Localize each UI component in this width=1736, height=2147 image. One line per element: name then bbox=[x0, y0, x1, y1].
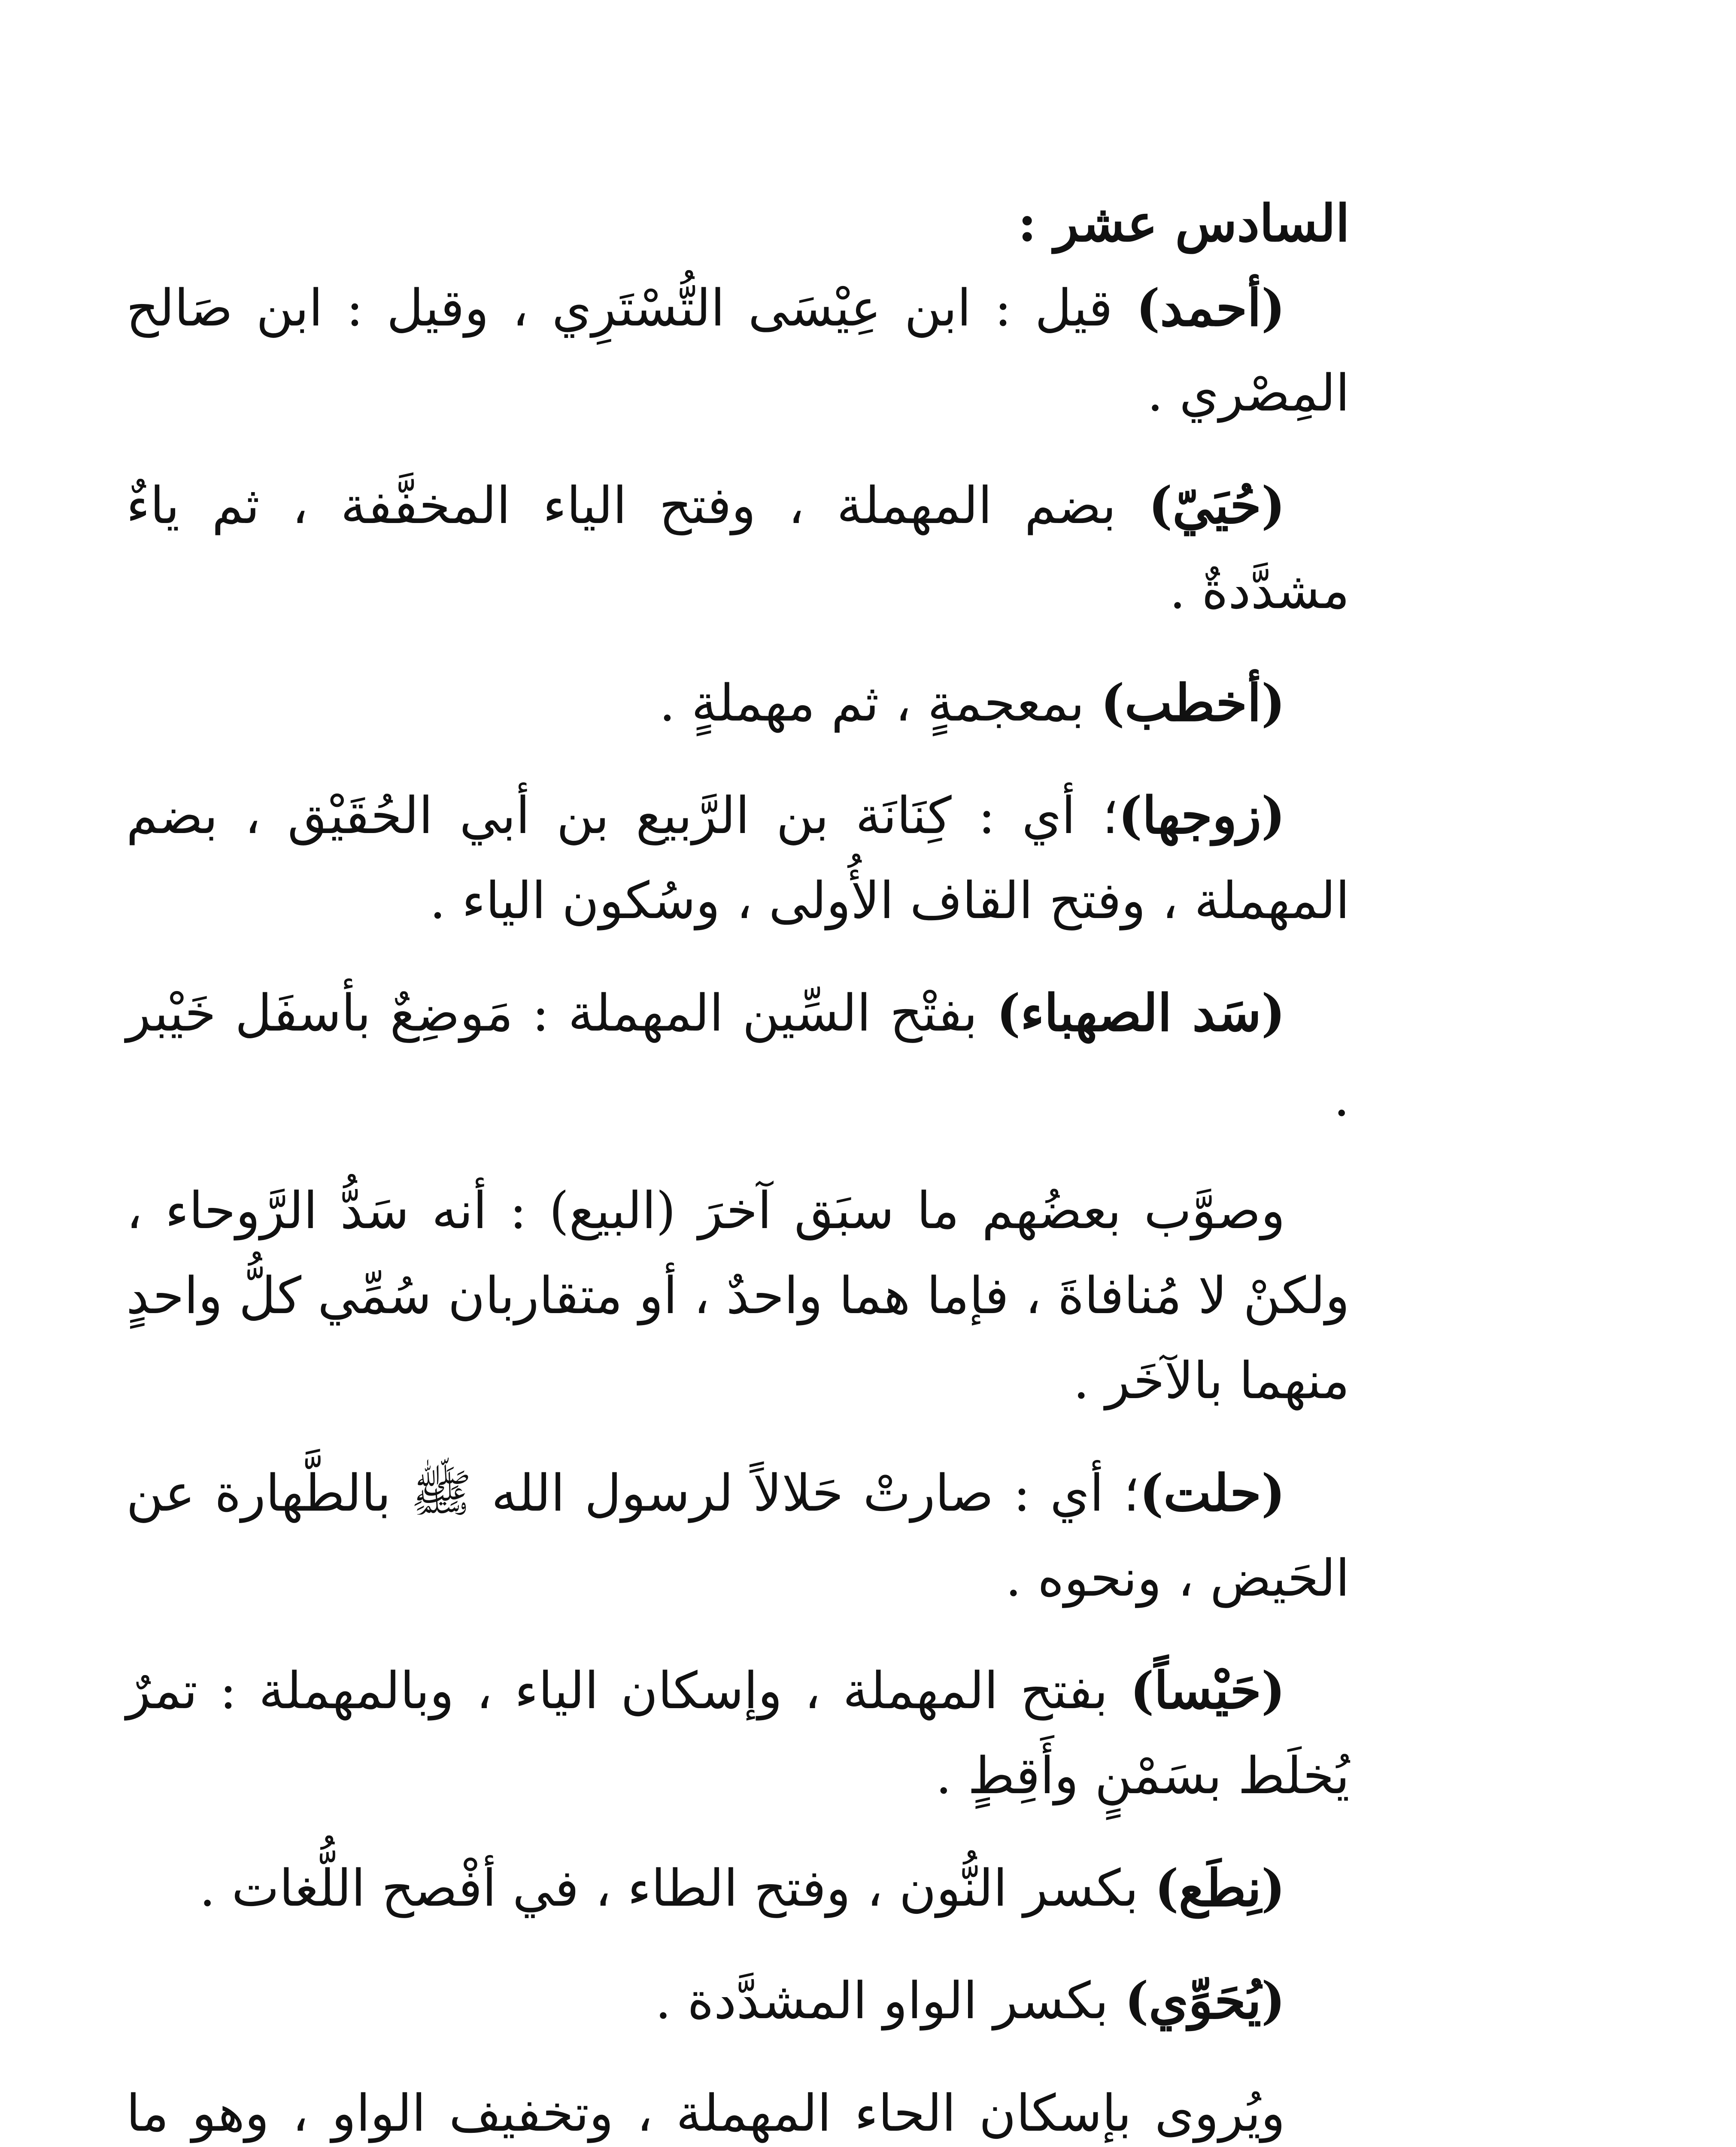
entry-text: بكسر الواو المشدَّدة . bbox=[655, 1971, 1125, 2030]
entry-huyay bbox=[126, 463, 1350, 633]
entry-text: قيل : ابن عِيْسَى التُّسْتَرِي ، وقيل : ابن صَالح المِصْري . bbox=[126, 278, 1350, 423]
entry-term: (يُحَوِّي) bbox=[1125, 1971, 1285, 2030]
entry-term: (حلت) bbox=[1139, 1463, 1285, 1523]
entry-commentary-rawha bbox=[126, 1168, 1350, 1423]
entry-text: بفتْح السِّين المهملة : مَوضِعٌ بأسفَل خَيْبر . bbox=[126, 983, 1350, 1128]
entry-term: (حُيَيّ) bbox=[1148, 475, 1285, 535]
entry-nita bbox=[126, 1846, 1350, 1931]
entry-hallat bbox=[126, 1451, 1350, 1621]
entry-text: ؛ أي : صارتْ حَلالاً لرسول الله ﷺ بالطَّهارة عن الحَيض ، ونحوه . bbox=[126, 1463, 1350, 1608]
entry-sadd-al-sahba bbox=[126, 970, 1350, 1140]
entry-text: بضم المهملة ، وفتح الياء المخفَّفة ، ثم ياءٌ مشدَّدةٌ . bbox=[126, 476, 1350, 620]
entry-text: وصوَّب بعضُهم ما سبَق آخرَ (البيع) : أنه سَدُّ الرَّوحاء ، ولكنْ لا مُنافاةَ ، فإما هما واحدٌ ، أو متقاربان سُمِّي كلُّ واحدٍ منهما بالآخَر . bbox=[126, 1181, 1350, 1410]
section-heading: السادس عشر : bbox=[1017, 193, 1350, 253]
entry-text: ؛ أي : كِنَانَة بن الرَّبيع بن أبي الحُقَيْق ، بضم المهملة ، وفتح القاف الأُولى ، وسُكون الياء . bbox=[126, 786, 1350, 930]
entry-term: (سَد الصهباء) bbox=[996, 983, 1286, 1043]
entry-term: (حَيْساً) bbox=[1130, 1660, 1285, 1720]
entry-text: بكسر النُّون ، وفتح الطاء ، في أفْصح اللُّغات . bbox=[199, 1858, 1155, 1918]
entry-text: ويُروى بإسكان الحاء المهملة ، وتخفيف الواو ، وهو ما bbox=[126, 2083, 1285, 2143]
page-content bbox=[126, 185, 1350, 2147]
entry-akhtab bbox=[126, 660, 1350, 745]
entry-term: (زوجها) bbox=[1118, 785, 1285, 845]
entry-term: (أحمد) bbox=[1136, 278, 1286, 338]
entry-ahmad bbox=[126, 265, 1350, 435]
entry-yuhawwi bbox=[126, 1958, 1350, 2043]
entry-term: (أخطب) bbox=[1100, 673, 1285, 733]
entry-term: (نِطَع) bbox=[1154, 1858, 1285, 1918]
entry-text: بمعجمةٍ ، ثم مهملةٍ . bbox=[659, 673, 1101, 733]
entry-text: بفتح المهملة ، وإسكان الياء ، وبالمهملة : تمرٌ يُخلَط بسَمْنٍ وأَقِطٍ . bbox=[126, 1661, 1350, 1805]
entry-haysan bbox=[126, 1648, 1350, 1818]
entry-zawjuha bbox=[126, 773, 1350, 943]
entry-commentary-riwaya bbox=[126, 2071, 1350, 2147]
